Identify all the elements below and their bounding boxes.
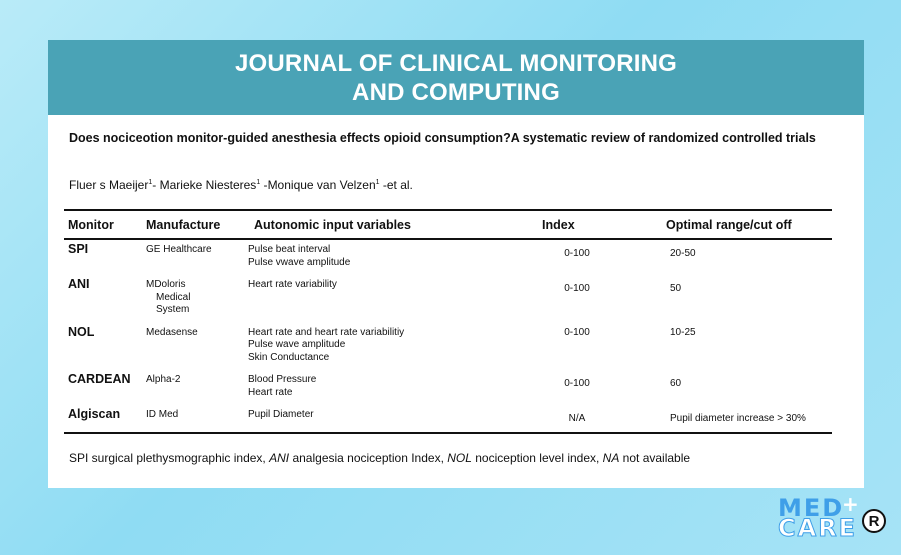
manufacturer-cell (142, 405, 244, 433)
variable-line: Heart rate (248, 386, 293, 398)
footnote-abbrev: NOL (447, 451, 472, 465)
journal-title-line1: JOURNAL OF CLINICAL MONITORING (234, 49, 677, 77)
manufacturer-line: Alpha-2 (146, 374, 181, 385)
table-row (64, 239, 832, 275)
plus-icon: + (842, 492, 859, 516)
column-header-index: Index (542, 217, 575, 232)
table-row (64, 370, 832, 405)
index-cell: 0-100 (564, 326, 590, 338)
index-cell: 0-100 (564, 248, 590, 259)
manufacturer-line: Medical (156, 291, 191, 303)
monitor-name: SPI (68, 242, 89, 256)
manufacturer-line: System (156, 304, 190, 315)
table-row (64, 275, 832, 323)
monitor-table (64, 209, 832, 434)
variable-line: Blood Pressure (248, 374, 317, 385)
variable-line: Pulse beat interval (248, 244, 331, 255)
variable-line: Pulse vwave amplitude (248, 256, 351, 268)
table-row (64, 405, 832, 433)
article-title: Does nociceotion monitor-guided anesthesia effects opioid consumption?A systematic review of randomized controlled trials (69, 131, 816, 145)
monitor-name: Algiscan (68, 407, 121, 421)
journal-banner (48, 40, 864, 115)
table-body (64, 239, 832, 433)
manufacturer-cell (142, 275, 244, 323)
variables-cell (244, 405, 508, 433)
variable-line: Pulse wave amplitude (248, 339, 346, 350)
manufacturer-line: ID Med (146, 409, 179, 420)
range-cell: 50 (670, 283, 682, 294)
range-cell: 10-25 (670, 326, 696, 338)
manufacturer-line: GE Healthcare (146, 244, 212, 255)
variables-cell (244, 323, 508, 371)
logo-line1: MED (778, 494, 845, 522)
index-cell: N/A (568, 413, 586, 424)
author-affiliation: 1 (148, 179, 153, 186)
table-header-row (64, 210, 832, 239)
footnote-text: nociception level index, (471, 451, 603, 465)
author-separator: -et al. (379, 178, 413, 192)
variable-line: Skin Conductance (248, 351, 330, 363)
manufacturer-cell (142, 323, 244, 371)
author-affiliation: 1 (375, 179, 380, 186)
index-cell: 0-100 (564, 378, 590, 389)
author-name: Marieke Niesteres (159, 178, 257, 192)
column-header-monitor: Monitor (68, 217, 114, 232)
monitor-name: ANI (68, 277, 90, 291)
variable-line: Heart rate and heart rate variabilitiy (248, 326, 405, 338)
table-row (64, 323, 832, 371)
author-separator: - (152, 178, 160, 192)
variables-cell (244, 239, 508, 275)
column-header-variables: Autonomic input variables (254, 217, 411, 232)
column-header-range: Optimal range/cut off (666, 217, 792, 232)
range-cell: Pupil diameter increase > 30% (670, 413, 806, 424)
variable-line: Pupil Diameter (248, 409, 314, 420)
variables-cell (244, 275, 508, 323)
variable-line: Heart rate variability (248, 279, 337, 290)
footnote-text: analgesia nociception Index, (289, 451, 448, 465)
range-cell: 20-50 (670, 248, 696, 259)
table-footnote (69, 451, 690, 465)
monitor-name: NOL (68, 324, 95, 339)
footnote-text: SPI surgical plethysmographic index, (69, 451, 270, 465)
manufacturer-line: Medasense (146, 326, 198, 338)
manufacturer-cell (142, 239, 244, 275)
author-name: Monique van Velzen (267, 178, 376, 192)
footnote-abbrev: ANI (269, 451, 290, 465)
logo-line2: CARE (778, 514, 858, 542)
index-cell: 0-100 (564, 283, 590, 294)
journal-title-line2: AND COMPUTING (352, 78, 560, 106)
manufacturer-line: MDoloris (146, 279, 186, 290)
registered-mark-icon: R (862, 509, 886, 533)
footnote-text: not available (619, 451, 691, 465)
author-list (69, 178, 413, 192)
monitor-name: CARDEAN (68, 372, 131, 386)
author-name: Fluer s Maeijer (69, 178, 149, 192)
author-separator: - (260, 178, 268, 192)
author-affiliation: 1 (256, 179, 261, 186)
range-cell: 60 (670, 378, 682, 389)
manufacturer-cell (142, 370, 244, 405)
footnote-abbrev: NA (602, 451, 620, 465)
variables-cell (244, 370, 508, 405)
article-card (48, 40, 864, 488)
column-header-manufacture: Manufacture (146, 217, 221, 232)
